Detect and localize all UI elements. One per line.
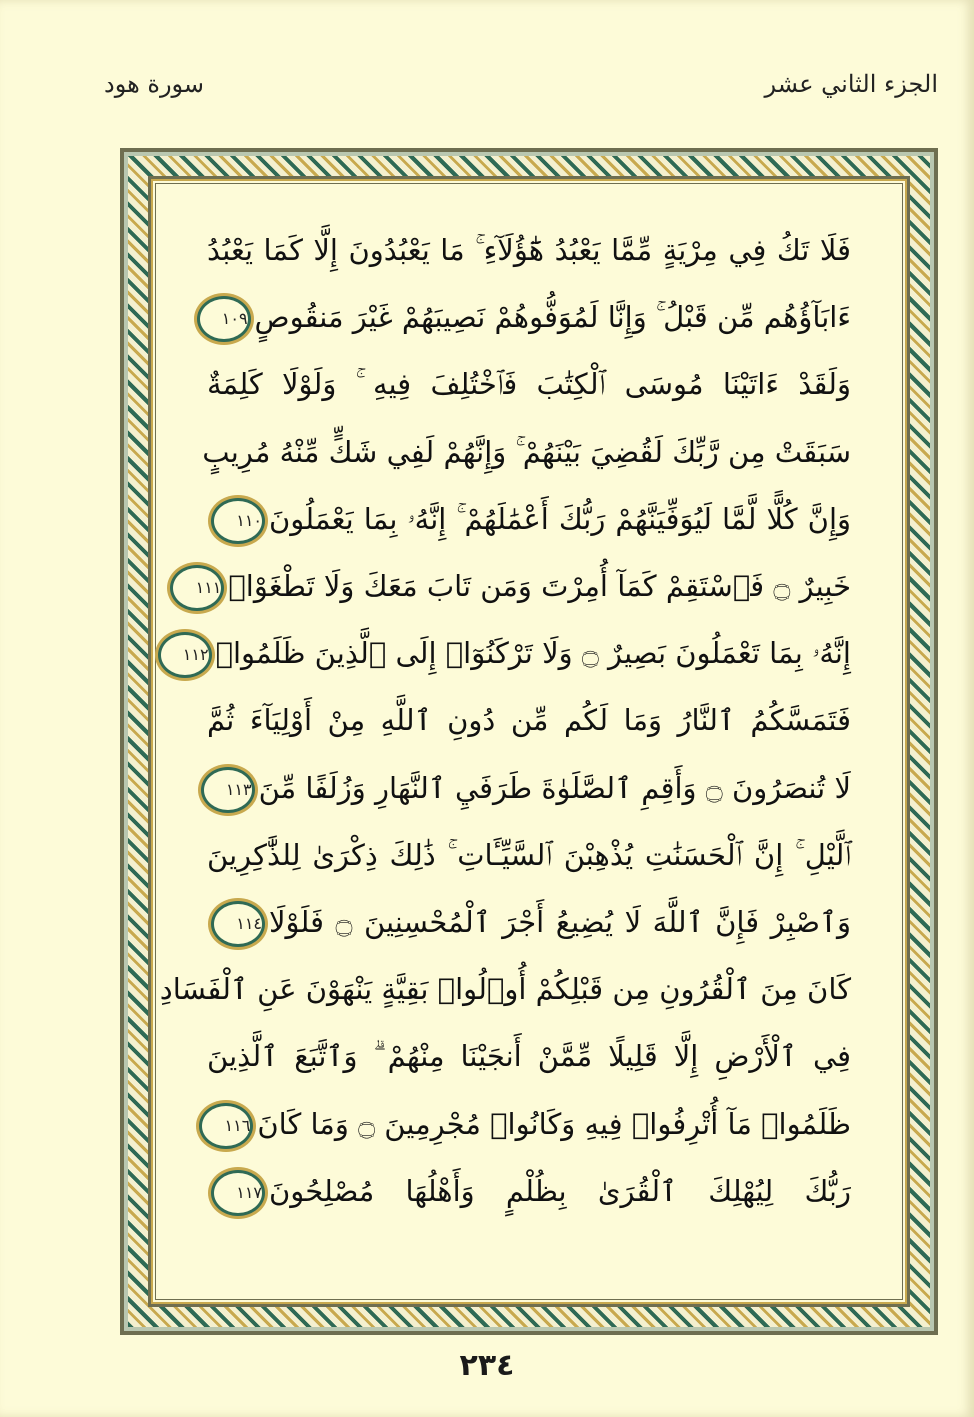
verse-line xyxy=(207,822,851,888)
verse-text: ظَلَمُوا۟ مَآ أُتْرِفُوا۟ فِيهِ وَكَانُوا۟ مُجْرِمِينَ ۝ وَمَا كَانَ xyxy=(257,1106,851,1141)
verse-line xyxy=(202,419,851,485)
ayah-number-marker: ١١٧ xyxy=(211,1170,265,1216)
verse-text: ٱلَّيْلِ ۚ إِنَّ ٱلْحَسَنَٰتِ يُذْهِبْنَ ٱلسَّيِّـَٔاتِ ۚ ذَٰلِكَ ذِكْرَىٰ لِلذَّٰكِرِينَ xyxy=(207,837,851,872)
ayah-number-marker: ١١٦ xyxy=(199,1103,253,1149)
page-number: ٢٣٤ xyxy=(459,1348,515,1383)
verse-line xyxy=(207,284,851,350)
verse-text: كَانَ مِنَ ٱلْقُرُونِ مِن قَبْلِكُمْ أُو۟لُوا۟ بَقِيَّةٍ يَنْهَوْنَ عَنِ ٱلْفَسَادِ xyxy=(159,972,851,1007)
verse-text-area xyxy=(159,209,871,1274)
ayah-number-marker: ١١٣ xyxy=(201,767,255,813)
ayah-number-marker: ١٠٩ xyxy=(197,296,251,342)
verse-line xyxy=(159,956,851,1022)
ayah-number-marker: ١١٠ xyxy=(211,498,265,544)
verse-text: وَلَقَدْ ءَاتَيْنَا مُوسَى ٱلْكِتَٰبَ فَٱخْتُلِفَ فِيهِ ۚ وَلَوْلَا كَلِمَةٌ xyxy=(207,367,851,402)
verse-text: رَبُّكَ لِيُهْلِكَ ٱلْقُرَىٰ بِظُلْمٍ وَأَهْلُهَا مُصْلِحُونَ xyxy=(269,1173,851,1208)
verse-text: وَإِنَّ كُلًّا لَّمَّا لَيُوَفِّيَنَّهُمْ رَبُّكَ أَعْمَٰلَهُمْ ۚ إِنَّهُۥ بِمَا يَعْمَلُونَ xyxy=(269,501,851,536)
verse-text: ءَابَآؤُهُم مِّن قَبْلُ ۚ وَإِنَّا لَمُوَفُّوهُمْ نَصِيبَهُمْ غَيْرَ مَنقُوصٍ xyxy=(254,300,851,335)
verse-text: سَبَقَتْ مِن رَّبِّكَ لَقُضِيَ بَيْنَهُمْ ۚ وَإِنَّهُمْ لَفِي شَكٍّ مِّنْهُ مُرِيبٍ xyxy=(202,434,851,469)
ayah-number-marker: ١١٢ xyxy=(158,632,212,678)
verse-text: وَٱصْبِرْ فَإِنَّ ٱللَّهَ لَا يُضِيعُ أَجْرَ ٱلْمُحْسِنِينَ ۝ فَلَوْلَا xyxy=(269,905,851,939)
verse-line xyxy=(207,486,851,552)
verse-text: إِنَّهُۥ بِمَا تَعْمَلُونَ بَصِيرٌ ۝ وَلَا تَرْكَنُوٓا۟ إِلَى ٱلَّذِينَ ظَلَمُوا۟ xyxy=(215,636,851,671)
verse-text: فَتَمَسَّكُمُ ٱلنَّارُ وَمَا لَكُم مِّن دُونِ ٱللَّهِ مِنْ أَوْلِيَآءَ ثُمَّ xyxy=(207,703,851,738)
verse-line xyxy=(195,553,851,619)
ayah-number-marker: ١١١ xyxy=(170,565,224,611)
juz-header: الجزء الثاني عشر xyxy=(764,70,938,98)
verse-line xyxy=(207,351,851,417)
verse-line xyxy=(207,889,851,955)
verse-line xyxy=(207,1023,851,1089)
ayah-number-marker: ١١٤ xyxy=(211,901,265,947)
verse-line xyxy=(207,217,851,283)
verse-line xyxy=(207,1091,851,1157)
verse-text: لَا تُنصَرُونَ ۝ وَأَقِمِ ٱلصَّلَوٰةَ طَرَفَيِ ٱلنَّهَارِ وَزُلَفًا مِّنَ xyxy=(258,770,851,805)
verse-line xyxy=(207,755,851,821)
verse-text: خَبِيرٌ ۝ فَٱسْتَقِمْ كَمَآ أُمِرْتَ وَمَن تَابَ مَعَكَ وَلَا تَطْغَوْا۟ xyxy=(228,569,851,603)
verse-text: فِي ٱلْأَرْضِ إِلَّا قَلِيلًا مِّمَّنْ أَنجَيْنَا مِنْهُمْ ۗ وَٱتَّبَعَ ٱلَّذِينَ xyxy=(207,1039,851,1074)
verse-line xyxy=(207,687,851,753)
verse-text: فَلَا تَكُ فِي مِرْيَةٍ مِّمَّا يَعْبُدُ هَٰٓؤُلَآءِ ۚ مَا يَعْبُدُونَ إِلَّا كَمَا يَعْبُدُ xyxy=(207,233,851,267)
surah-header: سورة هود xyxy=(104,70,205,98)
page-frame xyxy=(120,148,938,1335)
text-panel xyxy=(148,176,910,1307)
verse-line xyxy=(207,1158,851,1224)
verse-line xyxy=(182,620,851,686)
